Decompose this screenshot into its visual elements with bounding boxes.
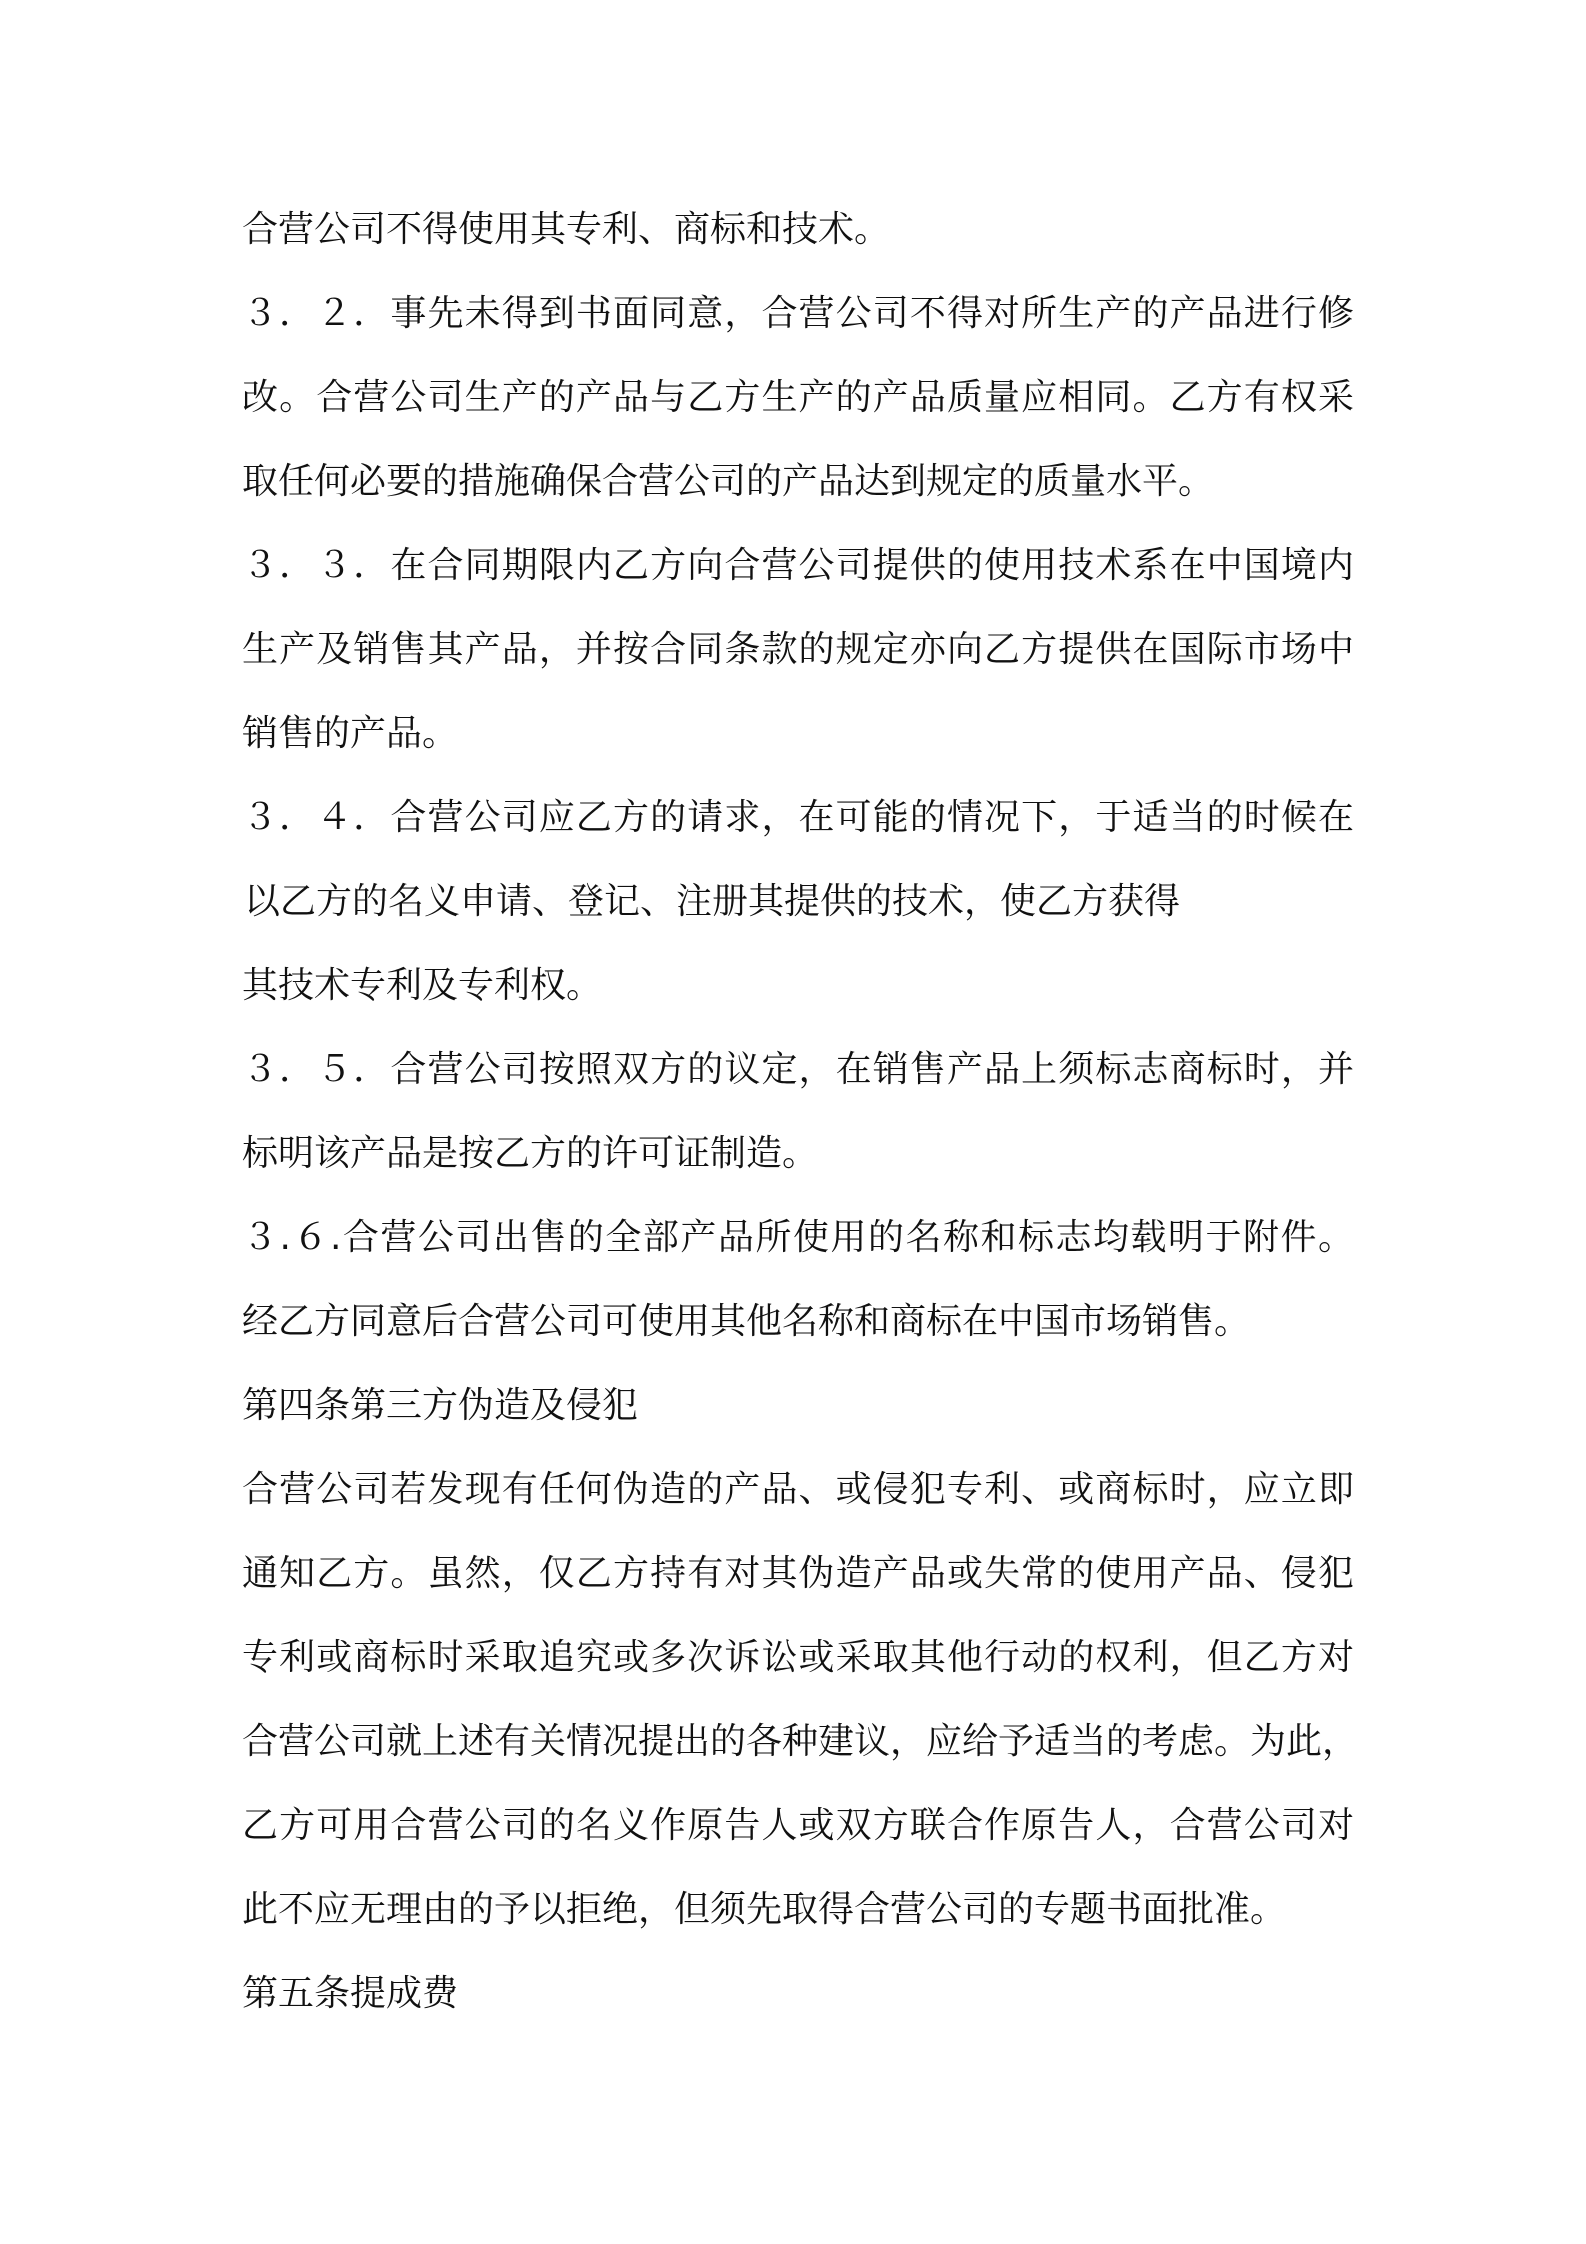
text-line <box>242 534 1354 618</box>
text-line <box>242 702 1354 786</box>
clause-3-4-text: ３．４．合营公司应乙方的请求，在可能的情况下，于适当的时候在 <box>242 797 1354 838</box>
text-line <box>242 1626 1354 1710</box>
text-line <box>242 450 1354 534</box>
line-text: 标明该产品是按乙方的许可证制造。 <box>242 1133 819 1174</box>
text-line <box>242 282 1354 366</box>
text-line <box>242 1290 1354 1374</box>
line-text: 合营公司不得使用其专利、商标和技术。 <box>242 209 891 250</box>
text-line <box>242 366 1354 450</box>
line-text: 取任何必要的措施确保合营公司的产品达到规定的质量水平。 <box>242 461 1215 502</box>
clause-3-5-text: ３．５．合营公司按照双方的议定，在销售产品上须标志商标时，并 <box>242 1049 1354 1090</box>
text-line <box>242 1794 1354 1878</box>
text-line <box>242 786 1354 870</box>
text-line <box>242 1122 1354 1206</box>
line-text: 改。合营公司生产的产品与乙方生产的产品质量应相同。乙方有权采 <box>242 377 1354 418</box>
line-text: 其技术专利及专利权。 <box>242 965 603 1006</box>
line-text: 销售的产品。 <box>242 713 459 754</box>
text-line <box>242 618 1354 702</box>
section-heading <box>242 1374 1354 1458</box>
article-5-heading: 第五条提成费 <box>242 1973 459 2014</box>
text-line <box>242 954 1354 1038</box>
line-text: 经乙方同意后合营公司可使用其他名称和商标在中国市场销售。 <box>242 1301 1251 1342</box>
text-line <box>242 1542 1354 1626</box>
article-4-heading: 第四条第三方伪造及侵犯 <box>242 1385 639 1426</box>
text-line <box>242 198 1354 282</box>
clause-3-6-text: ３.６.合营公司出售的全部产品所使用的名称和标志均载明于附件。 <box>242 1217 1354 1258</box>
line-text: 以乙方的名义申请、登记、注册其提供的技术，使乙方获得 <box>244 881 1181 922</box>
line-text: 通知乙方。虽然，仅乙方持有对其伪造产品或失常的使用产品、侵犯 <box>242 1553 1354 1594</box>
line-text: 专利或商标时采取追究或多次诉讼或采取其他行动的权利，但乙方对 <box>242 1637 1354 1678</box>
text-line <box>242 1038 1354 1122</box>
line-text: 乙方可用合营公司的名义作原告人或双方联合作原告人，合营公司对 <box>242 1805 1354 1846</box>
clause-3-3-text: ３．３．在合同期限内乙方向合营公司提供的使用技术系在中国境内 <box>242 545 1354 586</box>
text-line <box>242 1878 1354 1962</box>
clause-3-2-text: ３．２．事先未得到书面同意，合营公司不得对所生产的产品进行修 <box>242 293 1354 334</box>
line-text: 合营公司若发现有任何伪造的产品、或侵犯专利、或商标时，应立即 <box>242 1469 1354 1510</box>
section-heading <box>242 1962 1354 2046</box>
document-body <box>242 198 1359 2046</box>
line-text: 合营公司就上述有关情况提出的各种建议，应给予适当的考虑。为此， <box>242 1721 1359 1762</box>
text-line <box>242 1458 1354 1542</box>
line-text: 此不应无理由的予以拒绝，但须先取得合营公司的专题书面批准。 <box>242 1889 1287 1930</box>
text-line <box>242 1710 1359 1794</box>
text-line <box>242 1206 1354 1290</box>
line-text: 生产及销售其产品，并按合同条款的规定亦向乙方提供在国际市场中 <box>242 629 1354 670</box>
text-line <box>242 870 1354 954</box>
